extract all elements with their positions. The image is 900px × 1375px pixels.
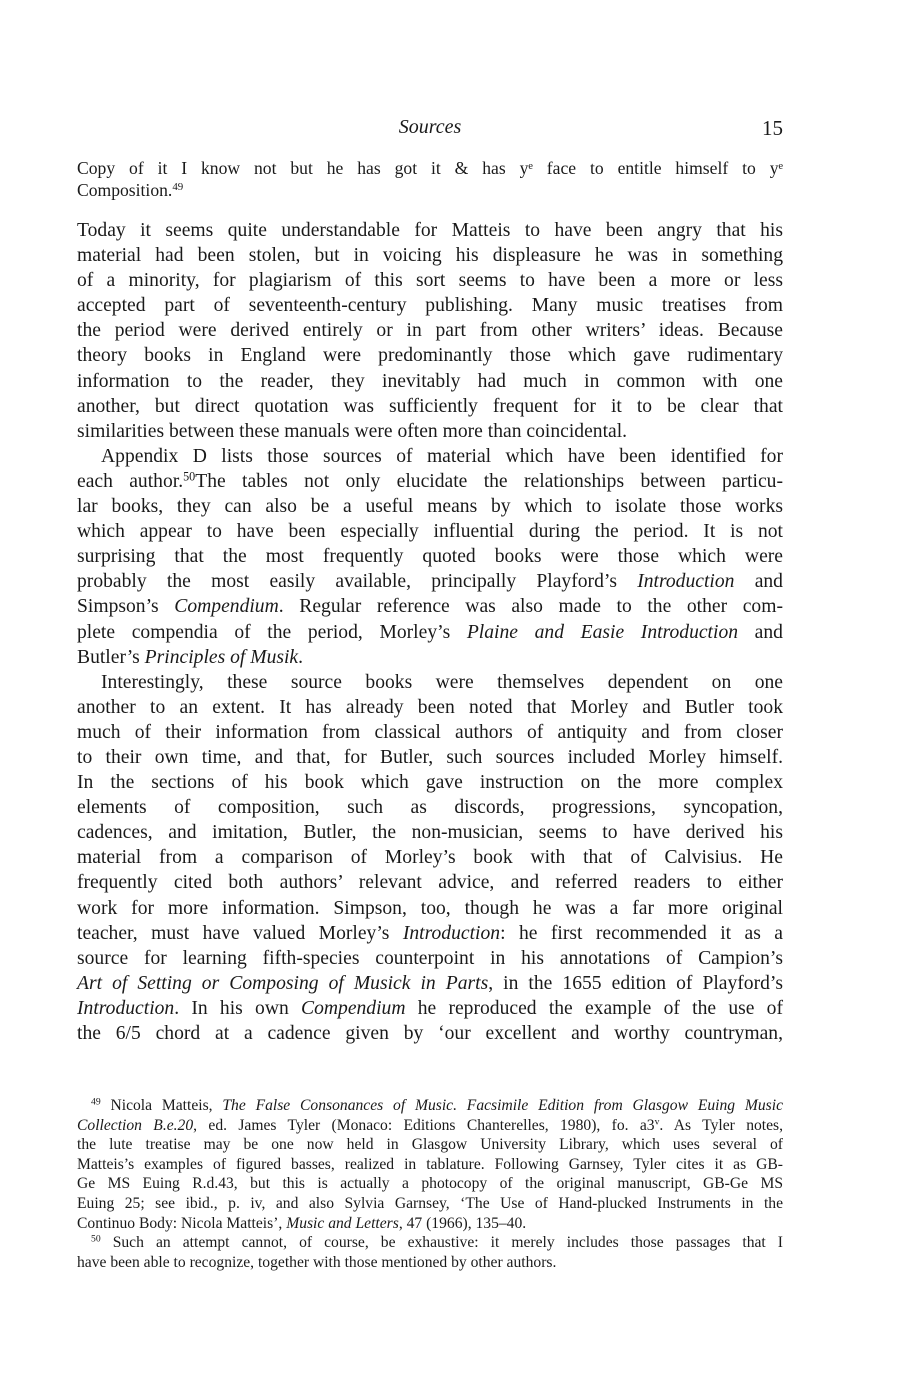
text-line: which appear to have been especially influential during the period. It is not	[77, 521, 783, 543]
footnote-line: Continuo Body: Nicola Matteis’, Music and Letters, 47 (1966), 135–40.	[77, 1214, 527, 1232]
footnote-50	[77, 1233, 783, 1272]
text-line: teacher, must have valued Morley’s Introduction: he first recommended it as a	[77, 922, 783, 944]
text-line: the period were derived entirely or in part from other writers’ ideas. Because	[77, 320, 783, 342]
book-title: Principles of Musik	[144, 646, 299, 668]
text-line: Introduction. In his own Compendium he reproduced the example of the use of	[77, 997, 783, 1019]
text-line: frequently cited both authors’ relevant advice, and referred readers to either	[77, 872, 783, 894]
quote-line: Composition.$^{49}$	[77, 180, 184, 200]
text-line: surprising that the most frequently quoted books were those which were	[77, 546, 783, 568]
page-number: 15	[762, 116, 783, 140]
footnote-ref-49[interactable]: 49	[172, 181, 184, 193]
text-line: each author.$^{50}$The tables not only elucidate the relationships between particu-	[77, 469, 783, 492]
book-title: Compendium	[301, 997, 406, 1019]
text-line: of a minority, for plagiarism of this sort seems to have been a more or less	[77, 270, 783, 292]
book-title: Compendium	[174, 596, 279, 618]
text-line: In the sections of his book which gave instruction on the more complex	[77, 772, 783, 794]
text-line: lar books, they can also be a useful means by which to isolate those works	[77, 496, 783, 518]
book-title: Art of Setting or Composing of Musick in Parts	[77, 972, 489, 994]
paragraph-2	[77, 444, 783, 670]
text-line: another, but direct quotation was sufficiently frequent for it to be clear that	[77, 395, 783, 417]
text-line: the 6/5 chord at a cadence given by ‘our excellent and worthy countryman,	[77, 1023, 783, 1044]
footnote-line: have been able to recognize, together with those mentioned by other authors.	[77, 1253, 557, 1271]
footnote-line: $^{49}$ Nicola Matteis, The False Consonances of Music. Facsimile Edition from Glasgow Euing Music	[91, 1096, 783, 1114]
text-line: theory books in England were predominantly those which gave rudimentary	[77, 345, 783, 367]
page-header	[77, 116, 783, 146]
footnote-number: 50	[91, 1233, 101, 1245]
text-line: Today it seems quite understandable for Matteis to have been angry that his	[77, 220, 783, 241]
text-line: plete compendia of the period, Morley’s Plaine and Easie Introduction and	[77, 621, 783, 643]
text-line: material from a comparison of Morley’s book with that of Calvisius. He	[77, 847, 783, 869]
paragraph-3	[77, 670, 783, 1046]
running-head: Sources	[398, 116, 462, 138]
text-line: probably the most easily available, principally Playford’s Introduction and	[77, 571, 783, 593]
text-line: similarities between these manuals were often more than coincidental.	[77, 420, 628, 442]
text-line: accepted part of seventeenth-century publishing. Many music treatises from	[77, 295, 783, 317]
text-line: information to the reader, they inevitably had much in common with one	[77, 370, 783, 392]
footnote-49	[77, 1096, 783, 1233]
text-line: material had been stolen, but in voicing his displeasure he was in something	[77, 245, 783, 267]
text-line: elements of composition, such as discords, progressions, syncopation,	[77, 797, 783, 819]
book-title: Plaine and Easie Introduction	[466, 621, 739, 643]
text-line: Art of Setting or Composing of Musick in Parts, in the 1655 edition of Playford’s	[77, 972, 783, 994]
footnote-ref-50[interactable]: 50	[183, 469, 196, 484]
text-line: to their own time, and that, for Butler, such sources included Morley himself.	[77, 746, 783, 768]
footnote-line: the lute treatise may be one now held in Glasgow University Library, which uses several of	[77, 1136, 783, 1154]
footnote-line: Collection B.e.20, ed. James Tyler (Monaco: Editions Chanterelles, 1980), fo. a3$^v$. As Tyler notes,	[77, 1116, 784, 1134]
block-quote	[77, 157, 783, 201]
book-title: Introduction	[637, 571, 735, 593]
text-line: work for more information. Simpson, too, though he was a far more original	[77, 897, 783, 919]
book-title: Introduction	[402, 922, 501, 944]
text-line: Butler’s Principles of Musik.	[77, 646, 304, 668]
footnote-number: 49	[91, 1096, 101, 1108]
footnote-line: Matteis’s examples of figured basses, realized in tablature. Following Garnsey, Tyler cites it as GB-	[77, 1155, 783, 1173]
text-line: much of their information from classical authors of antiquity and from closer	[77, 721, 783, 743]
paragraph-1	[77, 218, 783, 1046]
text-line: cadences, and imitation, Butler, the non-musician, seems to have derived his	[77, 822, 783, 844]
footnote-line: $^{50}$ Such an attempt cannot, of course, be exhaustive: it merely includes those passages that I	[91, 1233, 783, 1252]
book-title: Introduction	[77, 997, 175, 1019]
text-line: Appendix D lists those sources of material which have been identified for	[101, 445, 783, 467]
text-line: another to an extent. It has already been noted that Morley and Butler took	[77, 696, 783, 718]
footnote-line: Ge MS Euing R.d.43, but this is actually a photocopy of the original manuscript, GB-Ge MS	[77, 1175, 783, 1193]
text-line: Interestingly, these source books were themselves dependent on one	[101, 671, 783, 693]
footnotes	[77, 1096, 783, 1272]
text-line: source for learning fifth-species counterpoint in his annotations of Campion’s	[77, 947, 783, 969]
text-line: Simpson’s Compendium. Regular reference was also made to the other com-	[77, 596, 783, 618]
footnote-line: Euing 25; see ibid., p. iv, and also Sylvia Garnsey, ‘The Use of Hand-plucked Instruments in the	[77, 1194, 783, 1212]
quote-line: Copy of it I know not but he has got it & has yᵉ face to entitle himself to yᵉ	[77, 158, 783, 178]
